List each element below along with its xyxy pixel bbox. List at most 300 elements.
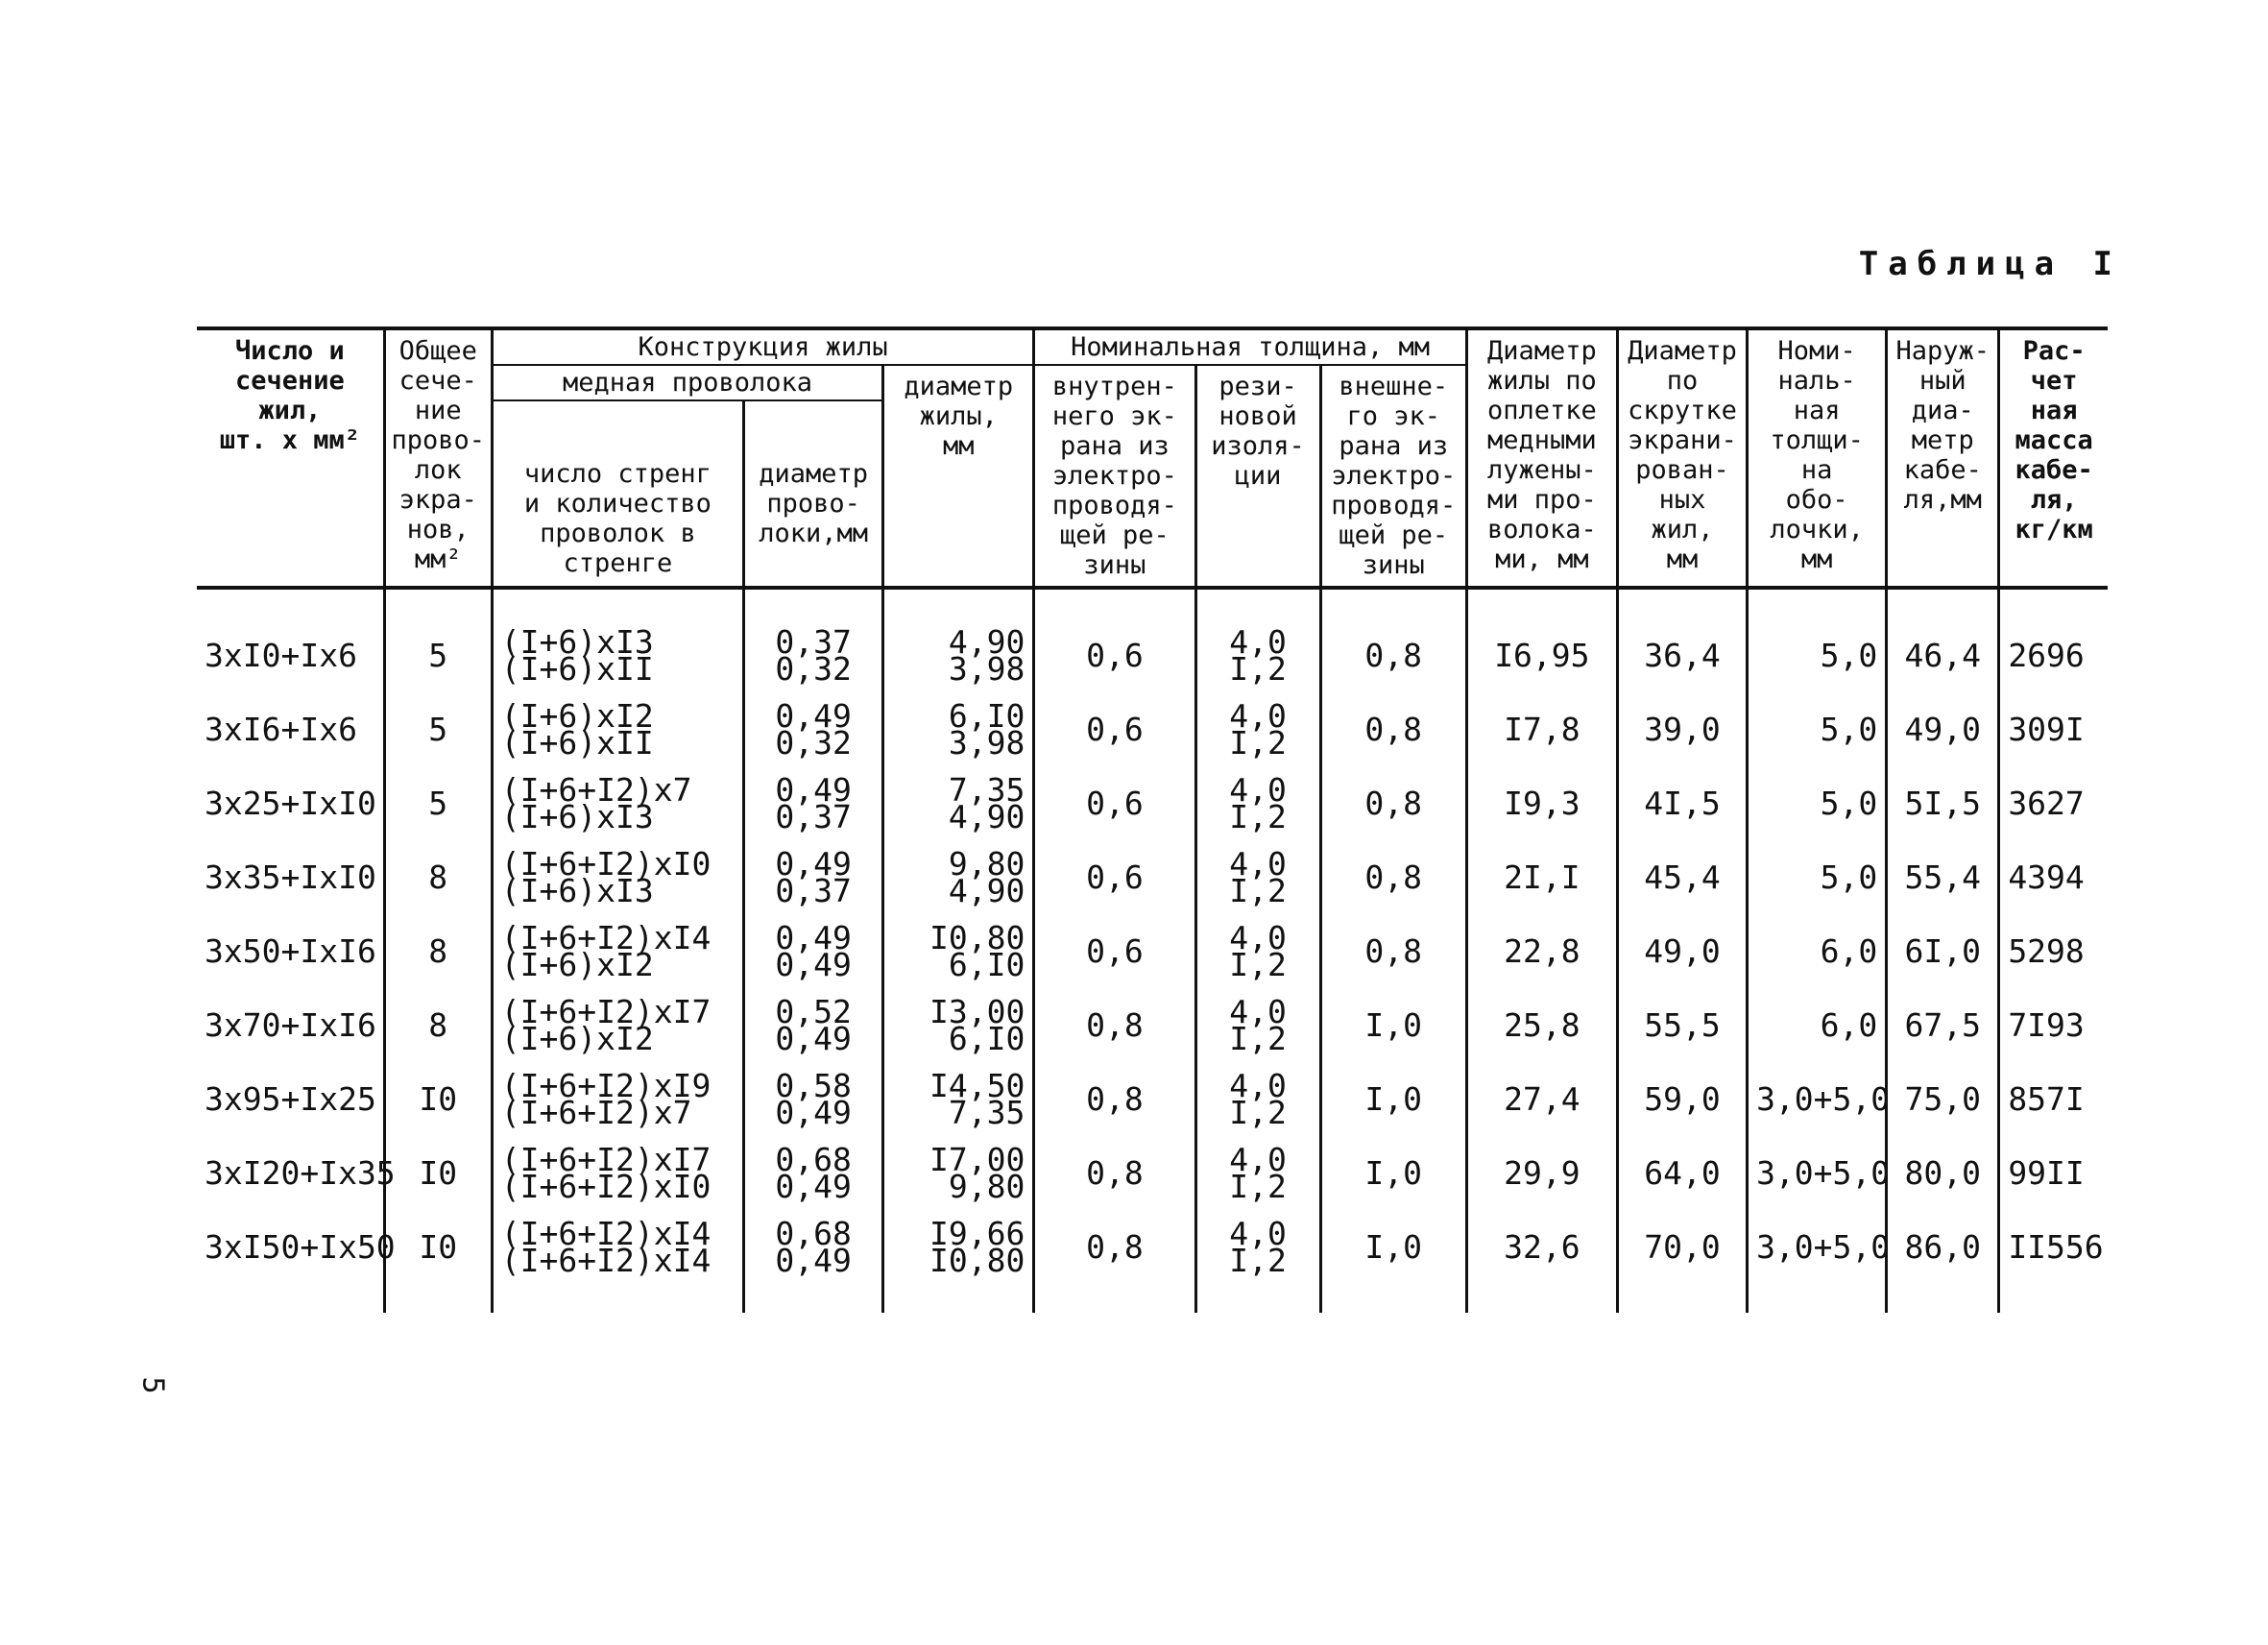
cell-line: 80,0 [1904,1153,1981,1192]
cell-section [197,1136,396,1210]
cell-braid-d [1466,1210,1617,1313]
cell-core-d [883,588,1034,692]
cell-core-d [883,766,1034,840]
cell-line: 7,35 [948,1093,1025,1131]
header-inner-screen: внутрен- него эк- рана из электро- проводя- щей ре- зины [1034,365,1195,588]
cell-inner [1034,988,1195,1062]
cell-outer [1320,766,1466,840]
cell-line: 3хI6+Iх6 [205,710,357,748]
cell-sheath [1748,840,1887,914]
cell-core-d [883,988,1034,1062]
cell-outer-d [1887,1210,1999,1313]
cell-line: (I+6)хI3 [500,797,654,835]
cell-outer-d [1887,988,1999,1062]
cell-line: 3,98 [948,649,1025,688]
cell-line: 7,35 [948,770,1025,809]
cell-screen [384,588,492,692]
cell-strands [492,1062,743,1136]
cell-line: (I+6+I2)хI7 [500,1140,712,1178]
cell-line: 309I [2008,710,2085,748]
cell-insul [1195,988,1320,1062]
table-row [197,1062,2108,1136]
cell-line: 0,8 [1086,1153,1144,1192]
cell-strands [492,988,743,1062]
cell-mass [1999,914,2108,988]
cell-strands [492,1210,743,1313]
cell-line: 0,32 [775,723,852,762]
cell-line: I,2 [1229,723,1287,762]
cell-line: I9,66 [929,1214,1025,1252]
cell-outer [1320,988,1466,1062]
cell-line: I,2 [1229,797,1287,835]
cell-line: 86,0 [1904,1227,1981,1266]
cell-line: 5I,5 [1904,784,1981,822]
cell-line: II556 [2008,1227,2104,1266]
cell-line: I,2 [1229,1167,1287,1205]
cell-inner [1034,692,1195,766]
cell-line: (I+6)хI3 [500,622,654,661]
cell-line: 3хI0+Iх6 [205,636,357,674]
cell-line: (I+6+I2)х7 [500,1093,692,1131]
page-number: 5 [135,1376,170,1394]
cell-screen [384,766,492,840]
cell-line: I,2 [1229,1241,1287,1279]
cell-wire-d [744,1136,883,1210]
table-row [197,1136,2108,1210]
cell-sheath [1748,692,1887,766]
cell-sheath [1748,914,1887,988]
header-outer-diameter: Наруж- ный диа- метр кабе- ля,мм [1887,328,1999,588]
cell-line: 3,98 [948,723,1025,762]
cell-line: 0,6 [1086,636,1144,674]
header-braid-diameter: Диаметр жилы по оплетке медными лужены- ми про- волока- ми, мм [1466,328,1617,588]
cell-braid-d [1466,766,1617,840]
cell-line: 46,4 [1904,636,1981,674]
cell-line: 0,49 [775,1241,852,1279]
cell-line: 0,49 [775,770,852,809]
cell-outer [1320,588,1466,692]
cell-line: 3,0+5,0 [1756,1079,1891,1118]
cell-line: 3х95+Iх25 [205,1079,376,1118]
cell-line: 99II [2008,1153,2085,1192]
cell-line: 64,0 [1644,1153,1721,1192]
cell-line: 4I,5 [1644,784,1721,822]
cell-line: 49,0 [1904,710,1981,748]
cell-line: 0,68 [775,1140,852,1178]
cell-twist-d [1617,840,1747,914]
cell-inner [1034,1210,1195,1313]
header-core-diameter: диаметр жилы, мм [883,365,1034,588]
cell-wire-d [744,588,883,692]
cell-line: 32,6 [1504,1227,1580,1266]
cell-strands [492,692,743,766]
cell-mass [1999,692,2108,766]
cell-line: 0,52 [775,992,852,1030]
cell-line: I,0 [1364,1005,1423,1044]
cell-core-d [883,914,1034,988]
table-row [197,692,2108,766]
cell-section [197,988,384,1062]
header-outer-screen: внешне- го эк- рана из электро- проводя- щей ре- зины [1320,365,1466,588]
cell-line: 0,49 [775,844,852,883]
cell-section [197,1062,384,1136]
cell-line: 0,49 [775,1093,852,1131]
cell-line: 59,0 [1644,1079,1721,1118]
cell-line: 0,8 [1364,931,1423,970]
cell-line: 5 [428,710,448,748]
cell-outer-d [1887,588,1999,692]
cell-line: 6,0 [1820,931,1878,970]
cell-line: 4,0 [1229,1066,1287,1104]
cell-insul [1195,840,1320,914]
cell-line: 0,8 [1364,636,1423,674]
cell-line: 39,0 [1644,710,1721,748]
cell-line: 4,90 [948,622,1025,661]
cell-line: 3,0+5,0 [1756,1153,1891,1192]
cell-line: 6,I0 [948,696,1025,735]
cell-line: 5,0 [1820,710,1878,748]
cell-line: 3хI20+Iх35 [205,1153,396,1192]
cell-insul [1195,766,1320,840]
cell-line: 8 [428,931,448,970]
header-wire-diameter: диаметр прово- локи,мм [744,400,883,588]
cell-line: I,2 [1229,649,1287,688]
cell-line: 5,0 [1820,784,1878,822]
cell-line: (I+6+I2)хI7 [500,992,712,1030]
cell-screen [384,840,492,914]
cell-line: 5,0 [1820,636,1878,674]
cell-line: (I+6)хI2 [500,945,654,983]
cell-line: 3х50+IхI6 [205,931,376,970]
cell-strands [492,766,743,840]
cell-outer [1320,1062,1466,1136]
cell-outer-d [1887,766,1999,840]
cell-line: 4,0 [1229,1140,1287,1178]
cell-line: I,2 [1229,945,1287,983]
cell-core-d [883,1136,1034,1210]
cell-mass [1999,588,2108,692]
cell-line: I6,95 [1494,636,1590,674]
cell-line: 3627 [2008,784,2085,822]
cell-line: 4,0 [1229,696,1287,735]
cell-line: 5 [428,784,448,822]
header-group-construction: Конструкция жилы [492,328,1034,365]
cell-line: I,2 [1229,871,1287,909]
cell-sheath [1748,988,1887,1062]
cell-inner [1034,1136,1195,1210]
header-twist-diameter: Диаметр по скрутке экрани- рован- ных жил, мм [1617,328,1747,588]
cell-outer [1320,914,1466,988]
cell-line: 3х25+IхI0 [205,784,376,822]
cell-screen [384,914,492,988]
cell-mass [1999,1062,2108,1136]
table-body [197,588,2108,1313]
cell-insul [1195,1062,1320,1136]
cell-inner [1034,914,1195,988]
cell-mass [1999,766,2108,840]
header-group-thickness: Номинальная толщина, мм [1034,328,1466,365]
cell-line: I,0 [1364,1227,1423,1266]
cell-line: 0,68 [775,1214,852,1252]
cell-line: I,2 [1229,1019,1287,1057]
cell-line: 5,0 [1820,858,1878,896]
cell-line: 0,32 [775,649,852,688]
cell-line: 6,I0 [948,1019,1025,1057]
cell-outer-d [1887,840,1999,914]
cell-screen [384,988,492,1062]
cell-line: 25,8 [1504,1005,1580,1044]
cell-line: 0,8 [1086,1227,1144,1266]
cell-line: 36,4 [1644,636,1721,674]
cell-line: 29,9 [1504,1153,1580,1192]
cell-line: 0,8 [1086,1079,1144,1118]
table-row [197,840,2108,914]
header-insulation: рези- новой изоля- ции [1195,365,1320,588]
cell-wire-d [744,692,883,766]
cell-twist-d [1617,1210,1747,1313]
cell-twist-d [1617,1062,1747,1136]
cell-screen [384,1062,492,1136]
cell-line: 0,49 [775,1167,852,1205]
cell-line: 4,0 [1229,770,1287,809]
cell-line: 0,8 [1086,1005,1144,1044]
table-row [197,588,2108,692]
cell-sheath [1748,1210,1891,1313]
cell-section [197,766,384,840]
cell-core-d [883,692,1034,766]
cell-insul [1195,1210,1320,1313]
cell-line: 0,8 [1364,858,1423,896]
cell-mass [1999,1210,2108,1313]
header-screen-area: Общее сече- ние прово- лок экра- нов, мм² [384,328,492,588]
cell-line: 0,37 [775,871,852,909]
cell-wire-d [744,914,883,988]
cell-line: 55,4 [1904,858,1981,896]
cell-sheath [1748,1062,1891,1136]
table-header [197,328,2108,588]
cell-core-d [883,840,1034,914]
table-row [197,914,2108,988]
cell-line: 0,6 [1086,931,1144,970]
cell-screen [384,1210,492,1313]
cell-line: 4,0 [1229,844,1287,883]
cell-line: 857I [2008,1079,2085,1118]
cell-wire-d [744,840,883,914]
cell-line: 6I,0 [1904,931,1981,970]
cell-line: 0,6 [1086,784,1144,822]
cell-twist-d [1617,988,1747,1062]
cell-line: 27,4 [1504,1079,1580,1118]
header-sheath-thickness: Номи- наль- ная толщи- на обо- лочки, мм [1748,328,1887,588]
cell-twist-d [1617,914,1747,988]
cell-outer-d [1887,1136,1999,1210]
cell-line: I0 [419,1079,458,1118]
cell-insul [1195,588,1320,692]
cell-line: I0,80 [929,918,1025,956]
cell-inner [1034,840,1195,914]
cell-line: 6,I0 [948,945,1025,983]
cell-braid-d [1466,1062,1617,1136]
cell-line: (I+6+I2)хI4 [500,1214,712,1252]
cell-line: 6,0 [1820,1005,1878,1044]
cell-line: 22,8 [1504,931,1580,970]
cell-strands [492,1136,743,1210]
cell-line: 0,8 [1364,710,1423,748]
cell-line: 49,0 [1644,931,1721,970]
cell-line: I,0 [1364,1079,1423,1118]
cell-sheath [1748,1136,1891,1210]
cell-line: 5298 [2008,931,2085,970]
cell-line: I4,50 [929,1066,1025,1104]
cell-line: 0,37 [775,797,852,835]
cell-wire-d [744,988,883,1062]
cell-line: (I+6+I2)хI0 [500,1167,712,1205]
cell-braid-d [1466,692,1617,766]
table-row [197,988,2108,1062]
cell-line: 45,4 [1644,858,1721,896]
cell-line: (I+6)хI2 [500,1019,654,1057]
header-strands: число стренг и количество проволок в стренге [492,400,743,588]
cell-line: (I+6)хI2 [500,696,654,735]
cell-line: 4,90 [948,871,1025,909]
cell-line: 75,0 [1904,1079,1981,1118]
cell-line: (I+6+I2)х7 [500,770,692,809]
cell-line: I0 [419,1227,458,1266]
cell-outer-d [1887,1062,1999,1136]
cell-section [197,914,384,988]
cell-line: (I+6+I2)хI9 [500,1066,712,1104]
cell-line: 9,80 [948,844,1025,883]
cell-wire-d [744,1210,883,1313]
cell-outer [1320,840,1466,914]
cell-line: I,0 [1364,1153,1423,1192]
cell-screen [384,1136,492,1210]
cell-sheath [1748,766,1887,840]
cell-line: (I+6+I2)хI0 [500,844,712,883]
cell-section [197,1210,396,1313]
table-row [197,766,2108,840]
cell-line: I3,00 [929,992,1025,1030]
cell-line: 0,8 [1364,784,1423,822]
cell-twist-d [1617,766,1747,840]
cell-insul [1195,914,1320,988]
cell-mass [1999,1136,2108,1210]
cell-line: 0,6 [1086,710,1144,748]
cell-mass [1999,840,2108,914]
cell-line: 3,0+5,0 [1756,1227,1891,1266]
cell-braid-d [1466,1136,1617,1210]
cell-line: 0,49 [775,918,852,956]
cell-line: 4,0 [1229,992,1287,1030]
cell-inner [1034,588,1195,692]
cell-section [197,840,384,914]
cell-line: 7I93 [2008,1005,2085,1044]
cell-outer [1320,1210,1466,1313]
cell-outer [1320,692,1466,766]
cell-line: I7,8 [1504,710,1580,748]
cell-line: 0,58 [775,1066,852,1104]
cell-line: 3х35+IхI0 [205,858,376,896]
cell-twist-d [1617,692,1747,766]
cell-line: (I+6+I2)хI4 [500,1241,712,1279]
cell-line: 4,90 [948,797,1025,835]
table-row [197,1210,2108,1313]
cell-strands [492,914,743,988]
cell-line: I0 [419,1153,458,1192]
cell-line: 2696 [2008,636,2085,674]
header-subgroup-copper: медная проволока [492,365,882,400]
cell-line: 0,49 [775,945,852,983]
cell-line: 8 [428,858,448,896]
cell-line: I9,3 [1504,784,1580,822]
header-section: Число и сечение жил, шт. х мм² [197,328,384,588]
cell-line: 4,0 [1229,918,1287,956]
cell-line: 0,49 [775,1019,852,1057]
header-mass: Рас- чет ная масса кабе- ля, кг/км [1999,328,2108,588]
cell-line: I,2 [1229,1093,1287,1131]
cell-line: 4,0 [1229,1214,1287,1252]
cell-line: (I+6)хI3 [500,871,654,909]
cell-braid-d [1466,588,1617,692]
cell-twist-d [1617,1136,1747,1210]
cell-strands [492,840,743,914]
cell-line: 70,0 [1644,1227,1721,1266]
table-title: Таблица I [1858,245,2122,283]
cell-line: 0,49 [775,696,852,735]
cell-wire-d [744,1062,883,1136]
cell-line: 67,5 [1904,1005,1981,1044]
cell-line: (I+6)хII [500,723,654,762]
cell-line: 3хI50+Iх50 [205,1227,396,1266]
cell-line: 4,0 [1229,622,1287,661]
cell-braid-d [1466,914,1617,988]
cell-inner [1034,766,1195,840]
cell-insul [1195,692,1320,766]
cell-line: 9,80 [948,1167,1025,1205]
cell-line: 2I,I [1504,858,1580,896]
cell-line: 5 [428,636,448,674]
cell-twist-d [1617,588,1747,692]
cell-sheath [1748,588,1887,692]
cell-wire-d [744,766,883,840]
cell-line: 0,6 [1086,858,1144,896]
cell-line: I0,80 [929,1241,1025,1279]
cell-line: 8 [428,1005,448,1044]
cell-outer-d [1887,692,1999,766]
cell-line: (I+6+I2)хI4 [500,918,712,956]
cell-screen [384,692,492,766]
cell-section [197,588,384,692]
cell-line: (I+6)хII [500,649,654,688]
cell-section [197,692,384,766]
cell-line: 0,37 [775,622,852,661]
cell-core-d [883,1062,1034,1136]
cell-inner [1034,1062,1195,1136]
cell-outer [1320,1136,1466,1210]
cell-outer-d [1887,914,1999,988]
cell-insul [1195,1136,1320,1210]
cell-mass [1999,988,2108,1062]
cell-line: 55,5 [1644,1005,1721,1044]
cell-braid-d [1466,840,1617,914]
cell-core-d [883,1210,1034,1313]
cell-line: 3х70+IхI6 [205,1005,376,1044]
cell-braid-d [1466,988,1617,1062]
cable-spec-table [197,327,2108,1313]
cell-line: 4394 [2008,858,2085,896]
cell-line: I7,00 [929,1140,1025,1178]
cell-strands [492,588,743,692]
